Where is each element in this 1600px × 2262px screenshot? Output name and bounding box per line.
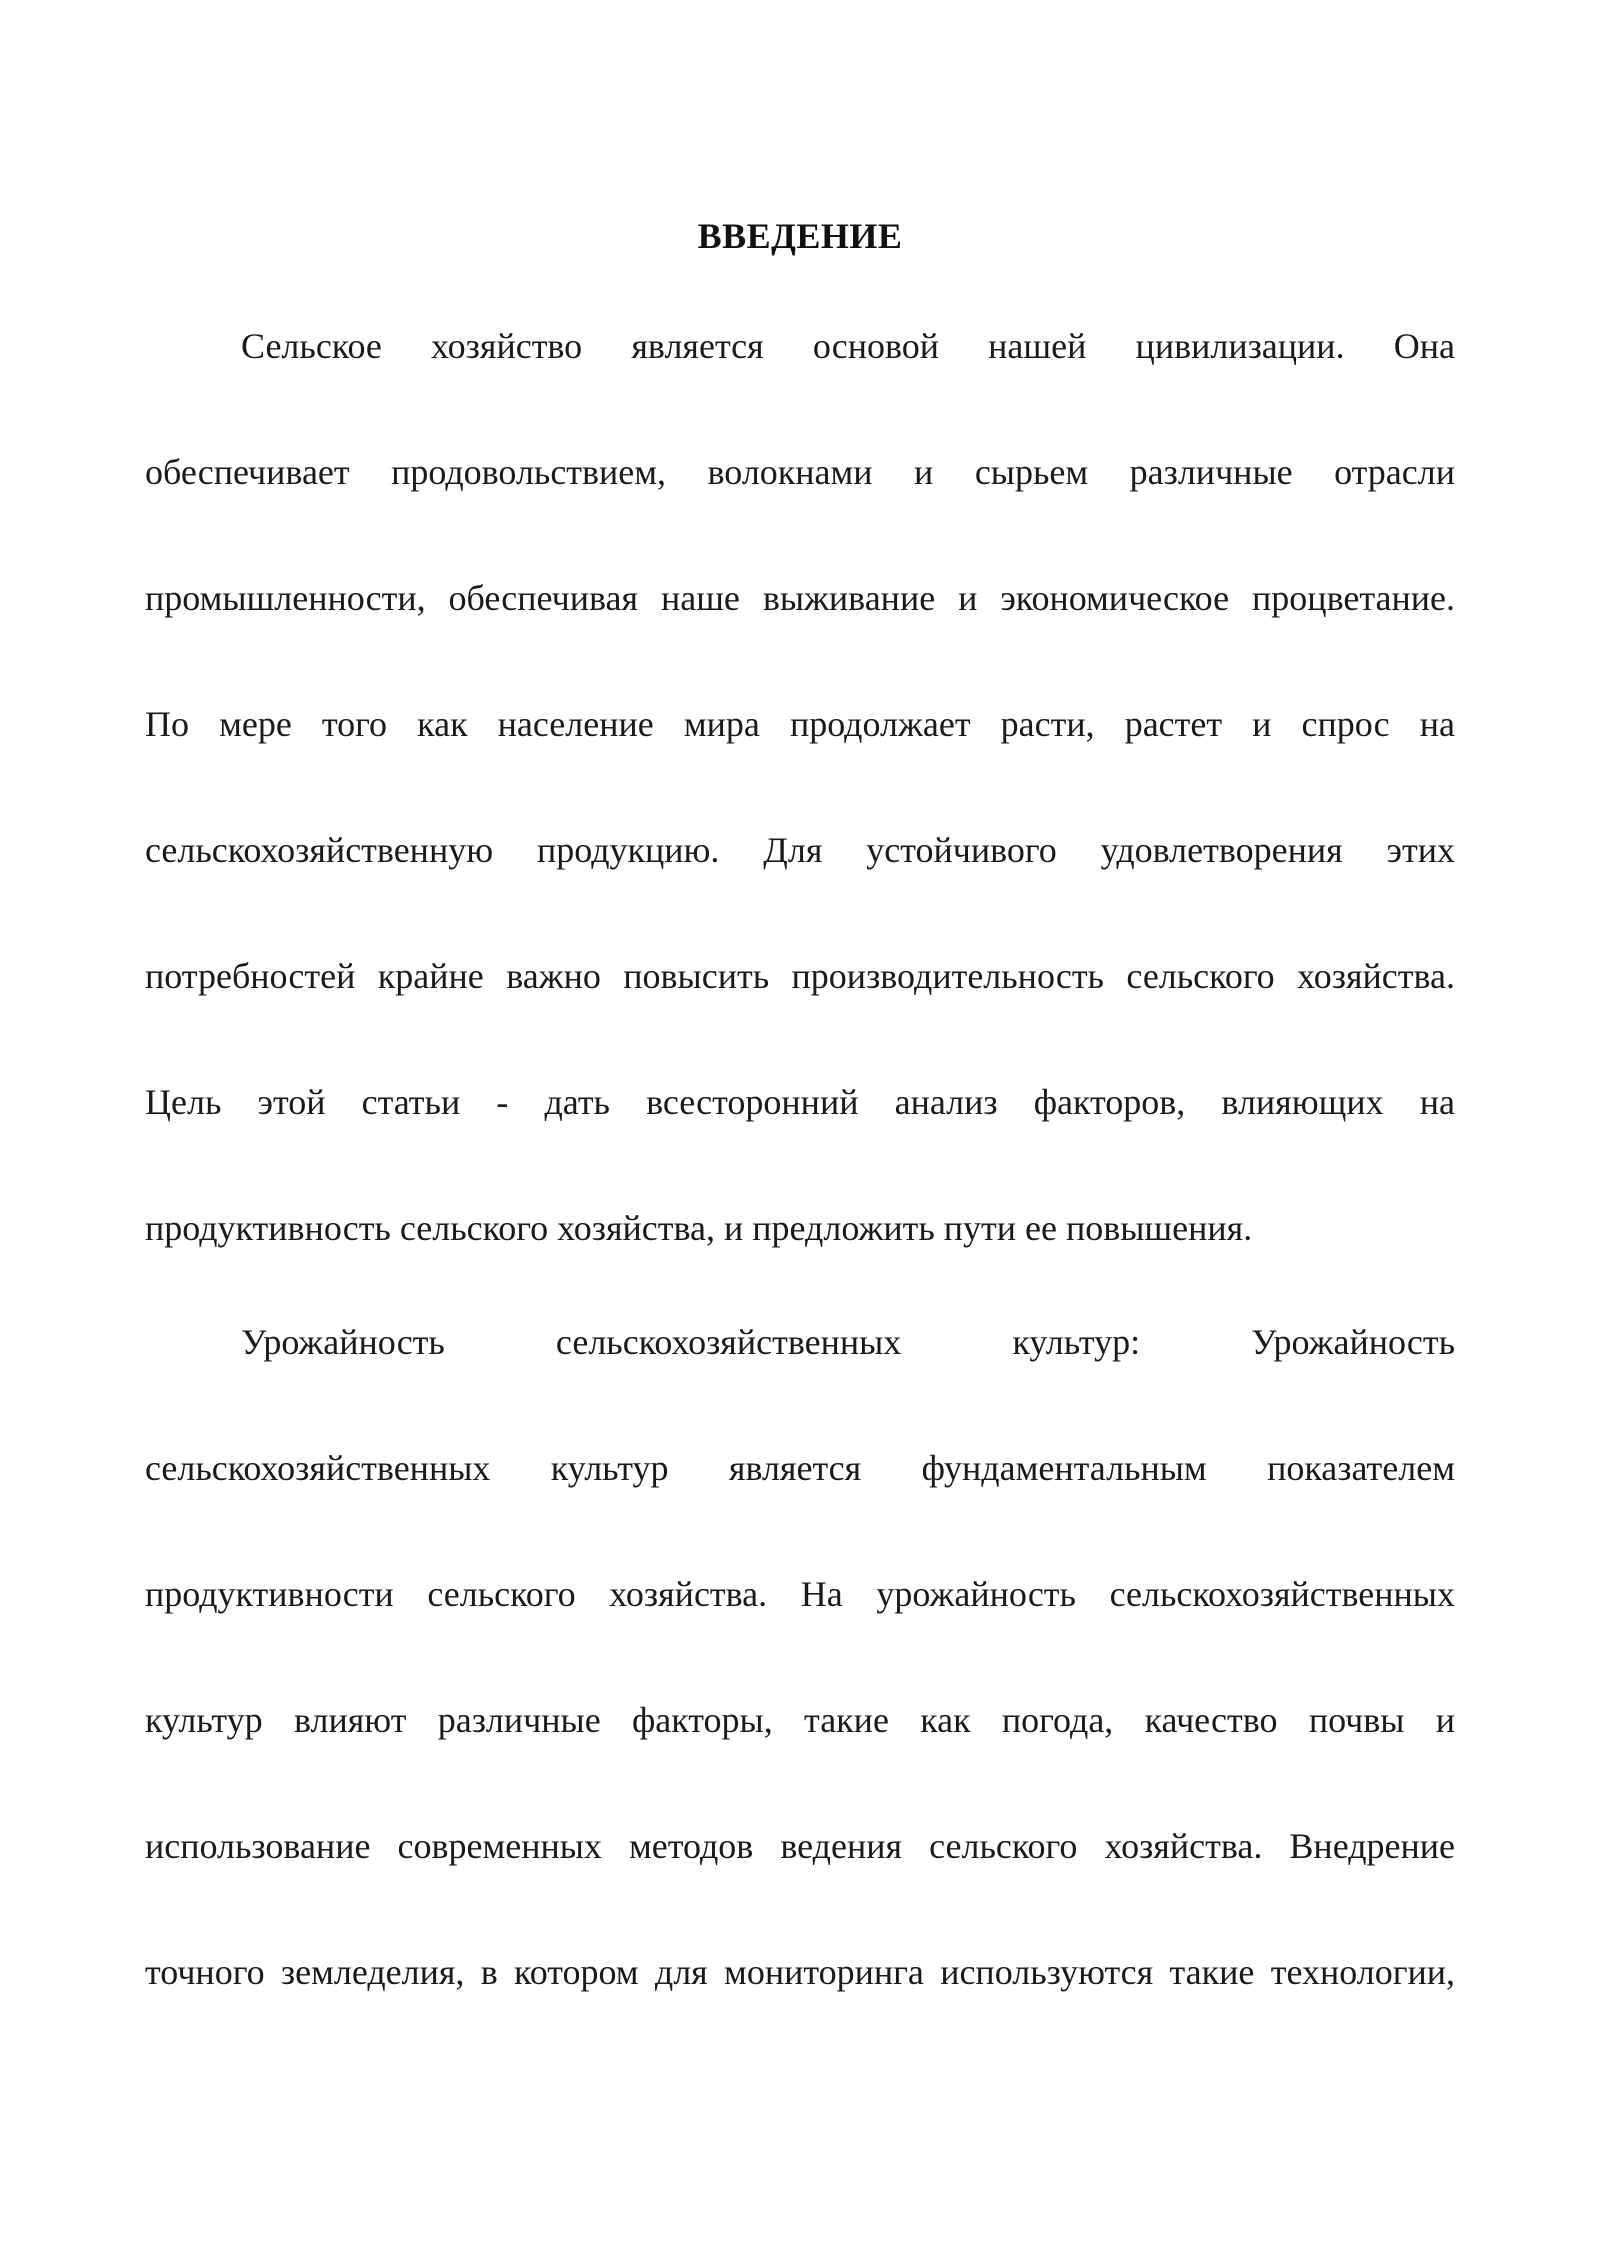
text-line: сельскохозяйственную продукцию. Для устойчивого удовлетворения этих <box>145 830 1455 870</box>
document-heading: ВВЕДЕНИЕ <box>697 216 903 256</box>
text-line: использование современных методов ведения сельского хозяйства. Внедрение <box>145 1826 1455 1866</box>
text-line: Сельское хозяйство является основой нашей цивилизации. Она <box>241 326 1455 366</box>
text-line: точного земледелия, в котором для мониторинга используются такие технологии, <box>145 1952 1455 1992</box>
text-line: сельскохозяйственных культур является фундаментальным показателем <box>145 1448 1455 1488</box>
text-line: промышленности, обеспечивая наше выживание и экономическое процветание. <box>145 578 1455 618</box>
text-line: продуктивности сельского хозяйства. На урожайность сельскохозяйственных <box>145 1574 1455 1614</box>
text-line: обеспечивает продовольствием, волокнами и сырьем различные отрасли <box>145 452 1455 492</box>
text-line: продуктивность сельского хозяйства, и предложить пути ее повышения. <box>145 1208 1253 1248</box>
text-line: потребностей крайне важно повысить производительность сельского хозяйства. <box>145 956 1455 996</box>
text-line: По мере того как население мира продолжает расти, растет и спрос на <box>145 704 1455 744</box>
text-line: Урожайность сельскохозяйственных культур: Урожайность <box>241 1322 1455 1362</box>
text-line: Цель этой статьи - дать всесторонний анализ факторов, влияющих на <box>145 1082 1455 1122</box>
text-line: культур влияют различные факторы, такие как погода, качество почвы и <box>145 1700 1455 1740</box>
